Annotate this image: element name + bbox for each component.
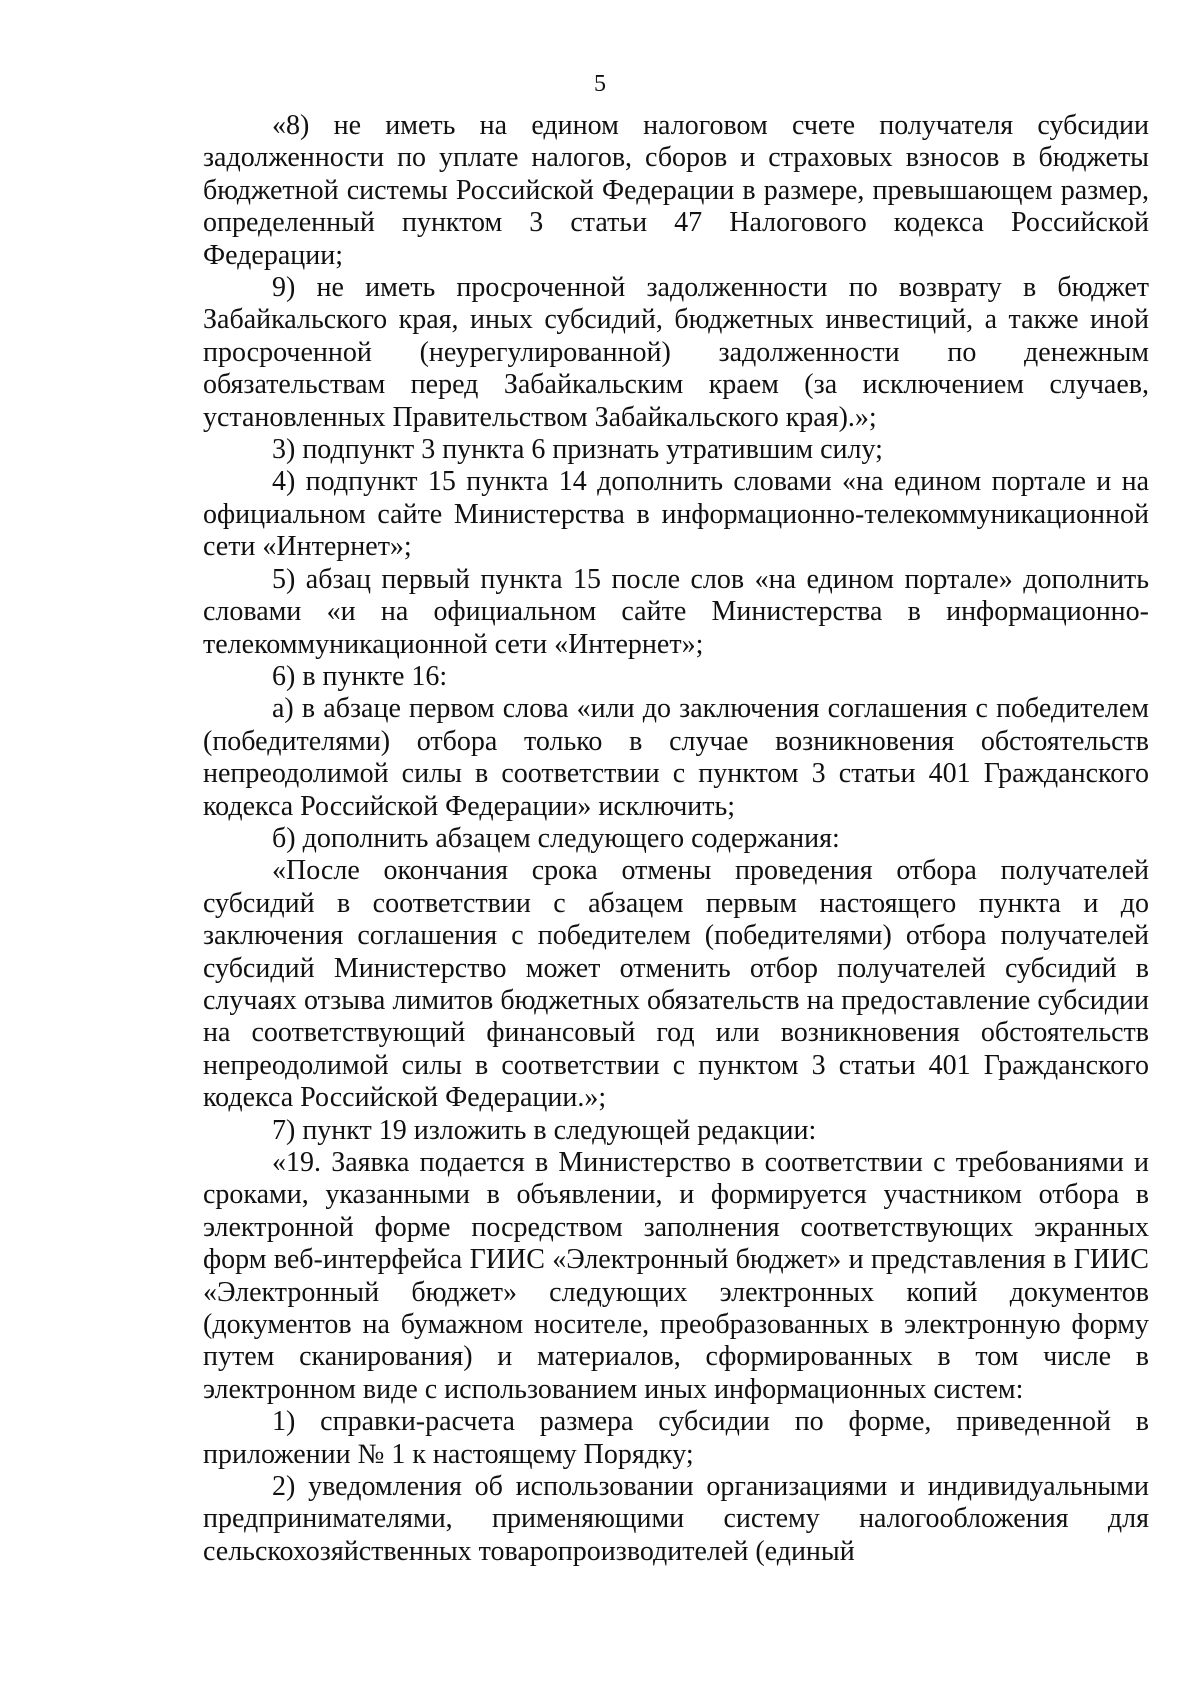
paragraph: 4) подпункт 15 пункта 14 дополнить словами «на едином портале и на официальном сайте Министерства в информационно-телекоммуникационной сети «Интернет»; (203, 466, 1149, 563)
paragraph: 2) уведомления об использовании организациями и индивидуальными предпринимателями, применяющими систему налогообложения для сельскохозяйственных товаропроизводителей (единый (203, 1471, 1149, 1567)
document-body (203, 110, 1149, 1568)
paragraph: «19. Заявка подается в Министерство в соответствии с требованиями и сроками, указанными в объявлении, и формируется участником отбора в электронной форме посредством заполнения соответствующих экранных форм веб-интерфейса ГИИС «Электронный бюджет» и представления в ГИИС «Электронный бюджет» следующих электронных копий документов (документов на бумажном носителе, преобразованных в электронную форму путем сканирования) и материалов, сформированных в том числе в электронном виде с использованием иных информационных систем: (203, 1147, 1149, 1405)
paragraph: 5) абзац первый пункта 15 после слов «на едином портале» дополнить словами «и на официальном сайте Министерства в информационно-телекоммуникационной сети «Интернет»; (203, 563, 1149, 660)
paragraph: б) дополнить абзацем следующего содержания: (272, 822, 840, 854)
page-number: 5 (594, 71, 606, 97)
paragraph: 3) подпункт 3 пункта 6 признать утратившим силу; (272, 434, 883, 466)
paragraph: «8) не иметь на едином налоговом счете получателя субсидии задолженности по уплате налогов, сборов и страховых взносов в бюджеты бюджетной системы Российской Федерации в размере, превышающем размер, определенный пунктом 3 статьи 47 Налогового кодекса Российской Федерации; (203, 110, 1149, 271)
paragraph: а) в абзаце первом слова «или до заключения соглашения с победителем (победителями) отбора только в случае возникновения обстоятельств непреодолимой силы в соответствии с пунктом 3 статьи 401 Гражданского кодекса Российской Федерации» исключить; (203, 693, 1149, 822)
paragraph: 6) в пункте 16: (272, 660, 448, 692)
paragraph: 1) справки-расчета размера субсидии по форме, приведенной в приложении № 1 к настоящему Порядку; (203, 1406, 1149, 1470)
paragraph: 9) не иметь просроченной задолженности по возврату в бюджет Забайкальского края, иных субсидий, бюджетных инвестиций, а также иной просроченной (неурегулированной) задолженности по денежным обязательствам перед Забайкальским краем (за исключением случаев, установленных Правительством Забайкальского края).»; (203, 272, 1149, 433)
paragraph: «После окончания срока отмены проведения отбора получателей субсидий в соответствии с абзацем первым настоящего пункта и до заключения соглашения с победителем (победителями) отбора получателей субсидий Министерство может отменить отбор получателей субсидий в случаях отзыва лимитов бюджетных обязательств на предоставление субсидии на соответствующий финансовый год или возникновения обстоятельств непреодолимой силы в соответствии с пунктом 3 статьи 401 Гражданского кодекса Российской Федерации.»; (203, 855, 1149, 1114)
paragraph: 7) пункт 19 изложить в следующей редакции: (272, 1114, 817, 1146)
